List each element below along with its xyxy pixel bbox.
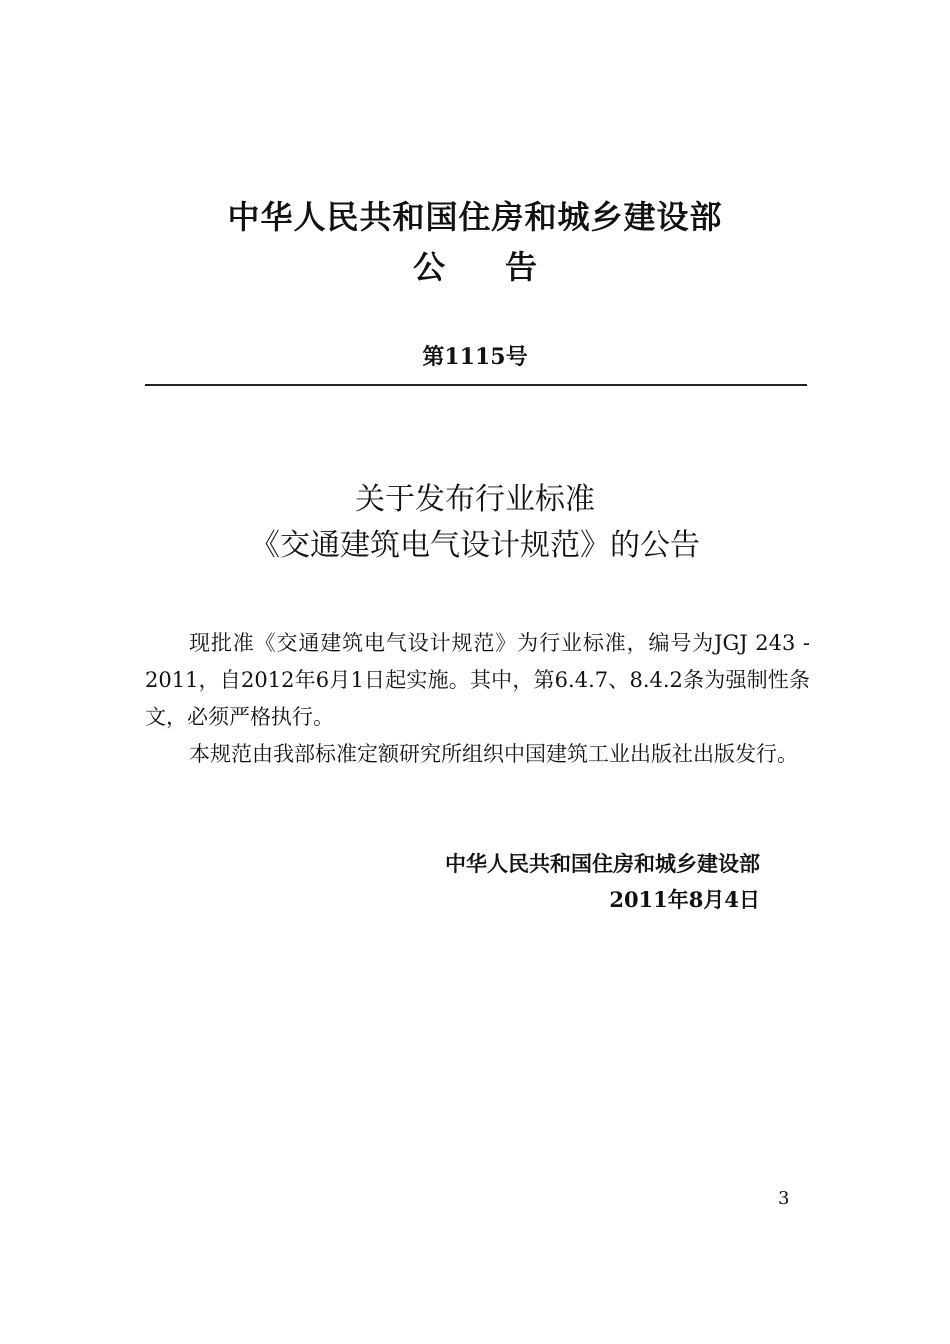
body-paragraph-2: 本规范由我部标准定额研究所组织中国建筑工业出版社出版发行。 bbox=[189, 742, 798, 766]
signature-date: 2011年8月4日 bbox=[609, 887, 760, 912]
divider-line bbox=[145, 384, 807, 386]
subject-line-2: 《交通建筑电气设计规范》的公告 bbox=[250, 528, 700, 563]
signature-organization: 中华人民共和国住房和城乡建设部 bbox=[445, 851, 760, 876]
subject-line-1: 关于发布行业标准 bbox=[355, 482, 595, 517]
notice-title: 公告 bbox=[412, 248, 597, 286]
announcement-number: 第1115号 bbox=[422, 344, 528, 370]
page-number: 3 bbox=[778, 1188, 790, 1209]
ministry-title: 中华人民共和国住房和城乡建设部 bbox=[227, 198, 723, 236]
body-paragraph-1: 现批准《交通建筑电气设计规范》为行业标准，编号为JGJ 243 - 2011，自2012年6月1日起实施。其中，第6.4.7、8.4.2条为强制性条文，必须严格执行。 bbox=[145, 631, 810, 729]
